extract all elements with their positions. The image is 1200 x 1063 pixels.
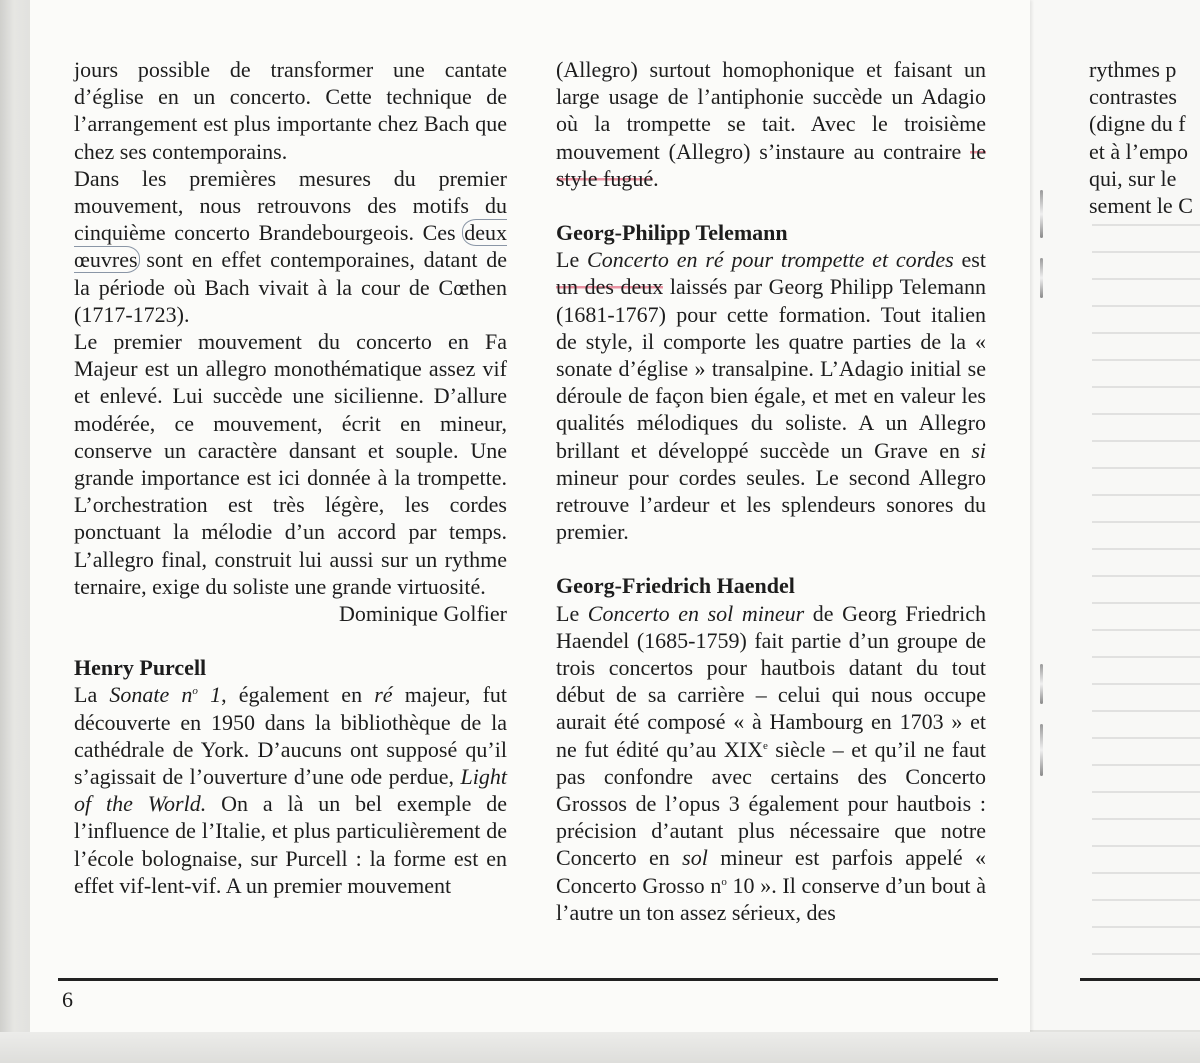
section-heading-purcell: Henry Purcell: [74, 655, 207, 681]
text-run: 10 ». Il conserve d’un bout à l’autre un ton assez sérieux, des: [556, 872, 986, 925]
text-run: sont en effet contemporaines, datant de la période où Bach vivait à la cour de Cœthen (1717-1723).: [74, 247, 507, 327]
circled-annotation: deux œuvres: [74, 220, 507, 273]
staple: [1040, 724, 1043, 776]
text-run: est: [953, 247, 986, 273]
text-line: et à l’empo: [1089, 138, 1188, 164]
work-title: [109, 682, 221, 707]
work-title: Concerto en sol mineur: [587, 600, 805, 626]
page-number: 6: [62, 987, 73, 1012]
text-run: Dans les premières mesures du premier mouvement, nous retrouvons des motifs du cinquième concerto Brandebourgeois. Ces: [74, 165, 507, 246]
paragraph: [556, 246, 986, 545]
text-line: sement le C: [1089, 193, 1193, 219]
column-1: [74, 56, 507, 899]
text-line: (digne du f: [1089, 111, 1186, 137]
bottom-edge: [0, 1032, 1200, 1063]
column-3-partial: [1089, 56, 1200, 219]
text-run: Sonate n: [109, 682, 193, 708]
staple: [1040, 258, 1043, 298]
work-title: Concerto en ré pour trompette et cordes: [587, 247, 954, 273]
text-run: Le: [556, 247, 588, 273]
text-run: Le: [556, 600, 588, 626]
column-2: [556, 56, 986, 926]
staple: [1040, 664, 1043, 704]
text-run: (Allegro) surtout homophonique et faisant un large usage de l’antiphonie succède un Adagio où la trompette se tait. Avec le troisième mouvement (Allegro) s’instaure au contraire: [556, 57, 986, 164]
text-run: de Georg Friedrich Haendel (1685-1759) fait partie d’un groupe de trois concertos pour hautbois datant du tout début de sa carrière – celui qui nous occupe aurait été composé « à Hambourg en 1703 » et ne fut édité qu’au XIX: [556, 600, 986, 762]
text-run: 1: [197, 682, 222, 708]
author-signature: Dominique Golfier: [338, 601, 507, 627]
show-through-text: [1092, 210, 1200, 970]
section-heading-telemann: Georg-Philipp Telemann: [556, 220, 788, 246]
key-name: sol: [682, 845, 708, 871]
paragraph: [74, 165, 507, 328]
paragraph: jours possible de transformer une cantate d’église en un concerto. Cette technique de l’arrangement est plus importante chez Bach que chez ses contemporains.: [74, 57, 507, 164]
work-title: Light of the World.: [74, 764, 507, 817]
text-run: .: [653, 165, 659, 191]
red-highlight: un des deux: [556, 274, 664, 300]
superscript: o: [721, 875, 727, 888]
superscript: e: [762, 739, 768, 752]
spacer: [556, 192, 986, 219]
superscript: o: [192, 685, 198, 698]
text-run: La: [74, 682, 110, 708]
text-run: , également en: [221, 682, 375, 708]
paragraph: [74, 681, 507, 899]
section-heading-haendel: Georg-Friedrich Haendel: [556, 573, 795, 599]
text-run: siècle – et qu’il ne faut pas confondre avec certains des Concerto Grossos de l’opus 3 également pour hautbois : précision d’autant plus nécessaire que notre Concerto en: [556, 736, 986, 871]
text-run: majeur, fut découverte en 1950 dans la bibliothèque de la cathédrale de York. D’aucuns ont supposé qu’il s’agissait de l’ouverture d’une ode perdue,: [74, 682, 508, 790]
paragraph: [556, 56, 986, 192]
bottom-rule-right: [1080, 978, 1200, 981]
text-run: laissés par Georg Philipp Telemann (1681-1767) pour cette formation. Tout italien de style, il comporte les quatre parties de la « sonate d’église » transalpine. L’Adagio initial se déroule de façon bien égale, et met en valeur les qualités mélodiques du soliste. A un Allegro brillant et développé succède un Grave en: [556, 274, 986, 463]
paragraph: Le premier mouvement du concerto en Fa Majeur est un allegro monothématique assez vif et enlevé. Lui succède une sicilienne. D’allure modérée, ce mouvement, écrit en mineur, conserve un caractère dansant et souple. Une grande importance est ici donnée à la trompette. L’orchestration est très légère, les cordes ponctuant la mélodie d’un accord par temps. L’allegro final, construit lui aussi sur un rythme ternaire, exige du soliste une grande virtuosité.: [74, 329, 507, 599]
paragraph: [556, 600, 986, 926]
text-line: contrastes: [1089, 84, 1177, 110]
red-highlight: le style fugué: [556, 138, 986, 191]
key-name: ré: [374, 682, 393, 708]
spacer: [74, 627, 507, 654]
text-run: mineur est parfois appelé « Concerto Grosso n: [556, 845, 986, 898]
key-name: si: [971, 437, 986, 463]
text-run: On a là un bel exemple de l’influence de l’Italie, et plus particulièrement de l’école bolognaise, sur Purcell : la forme est en effet vif-lent-vif. A un premier mouvement: [74, 791, 507, 898]
bottom-rule-left: [58, 978, 998, 981]
text-run: mineur pour cordes seules. Le second Allegro retrouve l’ardeur et les splendeurs sonores du premier.: [556, 464, 986, 545]
text-line: qui, sur le: [1089, 165, 1177, 191]
text-line: rythmes p: [1089, 57, 1177, 82]
staple: [1040, 190, 1043, 238]
spacer: [556, 545, 986, 572]
